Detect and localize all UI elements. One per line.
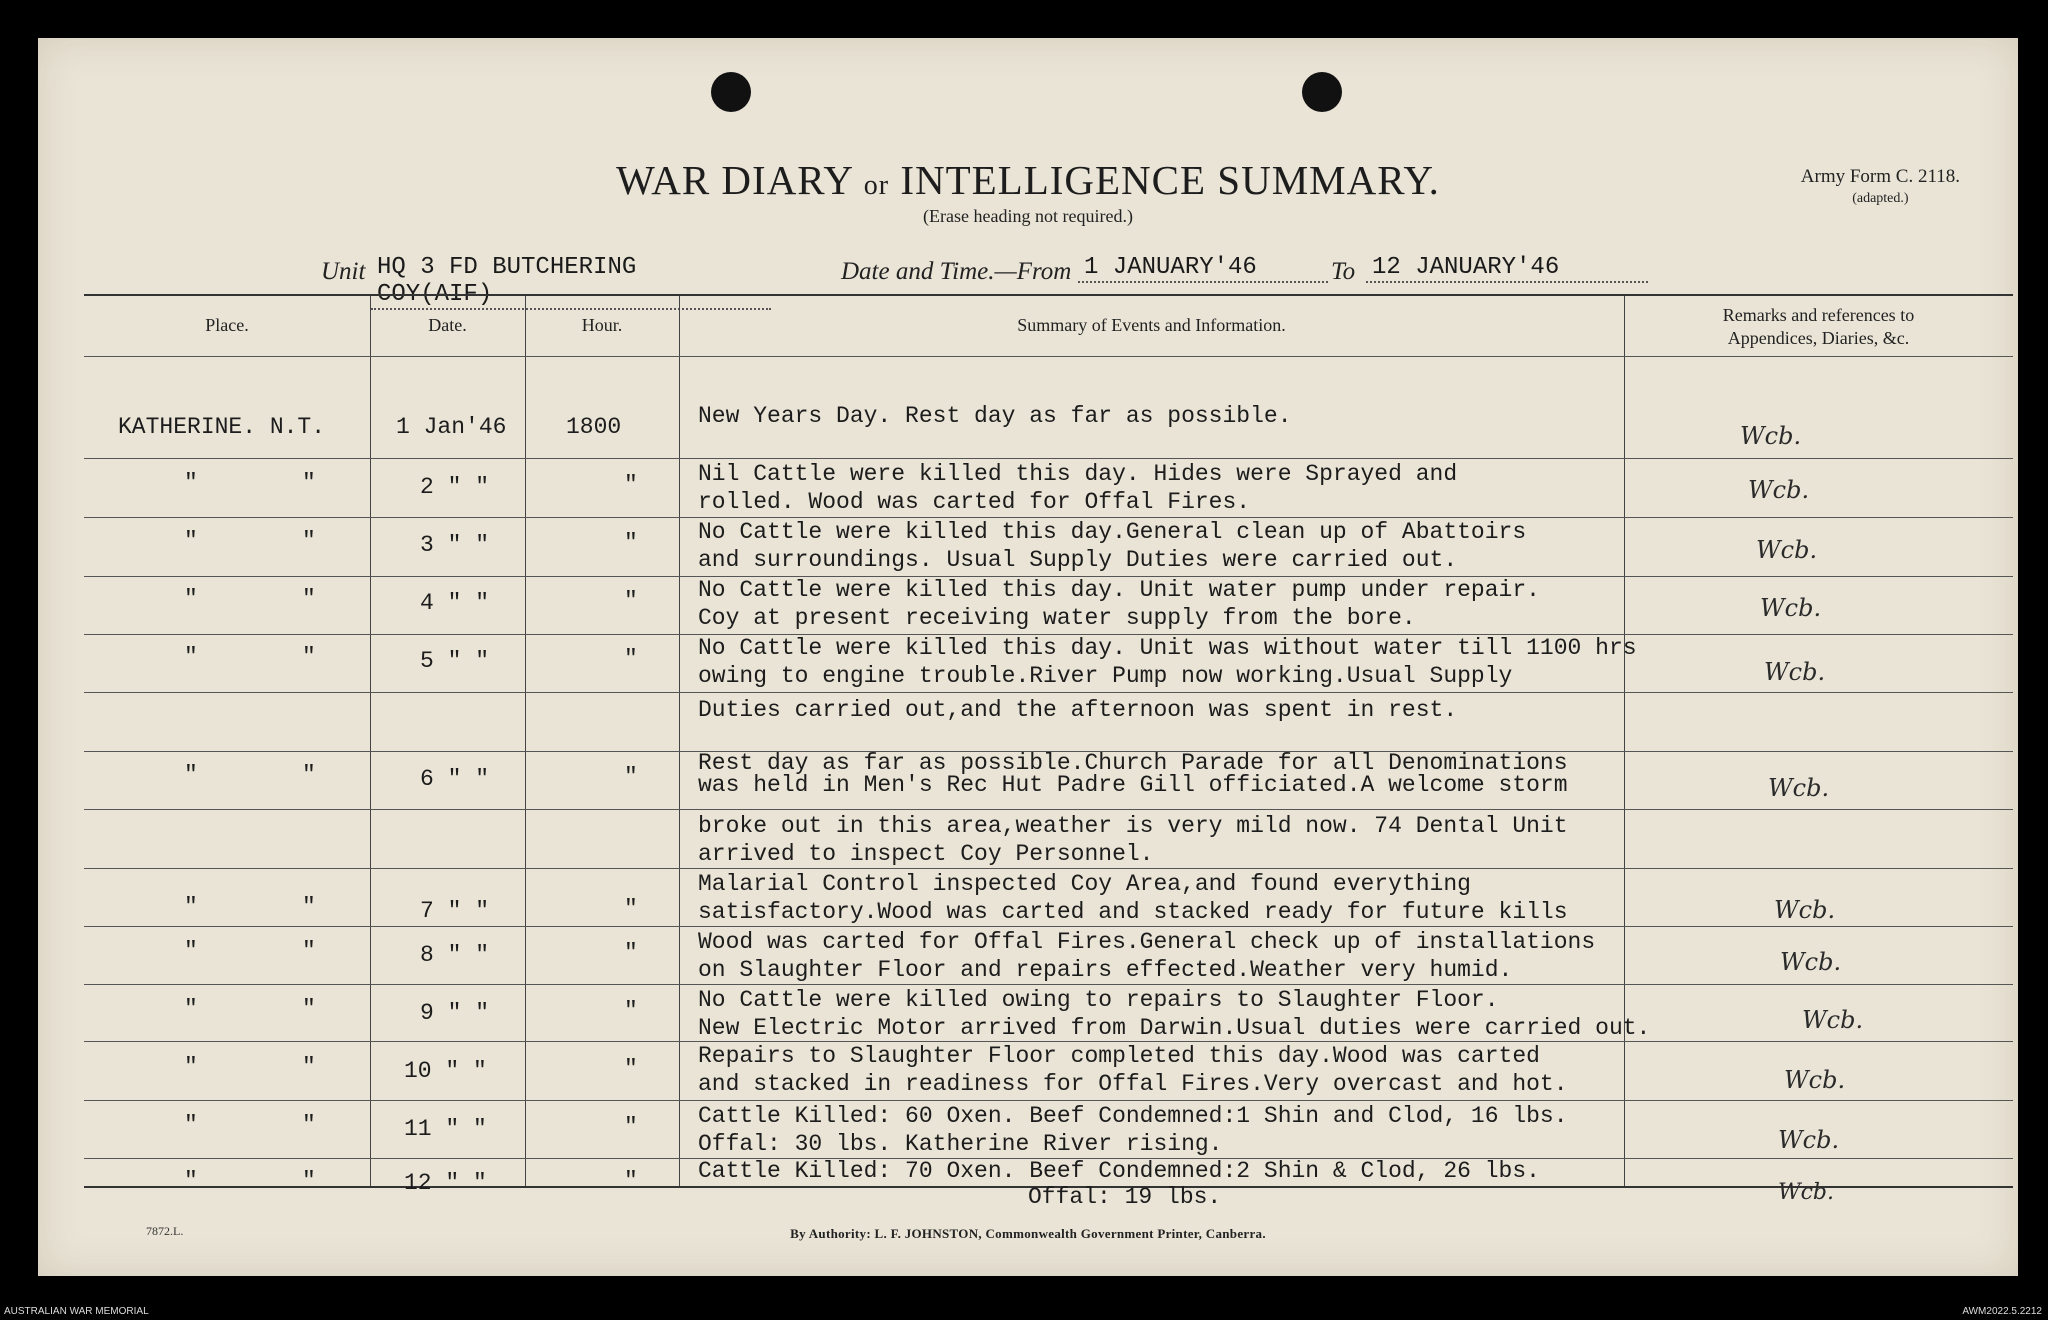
entry-hour: " xyxy=(624,530,638,556)
summary-line: on Slaughter Floor and repairs effected.Weather very humid. xyxy=(698,957,1513,983)
entry-summary xyxy=(698,870,1568,926)
entry-initials: Wcb. xyxy=(1760,594,1822,622)
entry-summary xyxy=(698,1102,1568,1158)
archive-reference: AWM2022.5.2212 xyxy=(1962,1306,2042,1317)
summary-line: Coy at present receiving water supply from the bore. xyxy=(698,605,1416,631)
diary-table xyxy=(84,294,2013,1210)
column-divider xyxy=(679,296,680,1186)
punch-hole xyxy=(1302,72,1342,112)
entry-initials: Wcb. xyxy=(1780,948,1842,976)
column-divider xyxy=(1624,296,1625,1186)
entry-hour: " xyxy=(624,896,638,922)
unit-label: Unit xyxy=(321,258,366,285)
summary-line: New Years Day. Rest day as far as possible. xyxy=(698,403,1292,429)
entry-place-ditto: " xyxy=(184,894,198,920)
column-divider xyxy=(525,296,526,1186)
summary-line: rolled. Wood was carted for Offal Fires. xyxy=(698,489,1251,515)
entry-place-ditto: " xyxy=(302,470,316,496)
column-header-hour: Hour. xyxy=(581,315,623,335)
entry-hour: " xyxy=(624,472,638,498)
entry-summary xyxy=(698,634,1637,724)
entry-summary xyxy=(698,1042,1568,1098)
entry-date: 8 " " xyxy=(420,942,490,968)
column-divider xyxy=(370,296,371,1186)
entry-initials: Wcb. xyxy=(1778,1180,1835,1205)
from-value: 1 JANUARY'46 xyxy=(1078,254,1328,283)
entry-initials: Wcb. xyxy=(1784,1066,1846,1094)
summary-line: No Cattle were killed this day. Unit water pump under repair. xyxy=(698,577,1540,603)
title-part: WAR DIARY xyxy=(616,157,853,203)
entry-place-ditto: " xyxy=(302,586,316,612)
summary-line: Cattle Killed: 60 Oxen. Beef Condemned:1 Shin and Clod, 16 lbs. xyxy=(698,1103,1568,1129)
entry-place: KATHERINE. N.T. xyxy=(118,414,326,440)
entry-date: 10 " " xyxy=(404,1058,487,1084)
entry-place-ditto: " xyxy=(184,938,198,964)
summary-line: Repairs to Slaughter Floor completed this day.Wood was carted xyxy=(698,1043,1540,1069)
entry-place-ditto: " xyxy=(302,528,316,554)
archive-name: AUSTRALIAN WAR MEMORIAL xyxy=(4,1306,149,1317)
entry-hour: 1800 xyxy=(566,414,622,440)
remarks-header-line: Appendices, Diaries, &c. xyxy=(1727,328,1910,348)
title-or: or xyxy=(863,170,890,201)
summary-line: satisfactory.Wood was carted and stacked ready for future kills xyxy=(698,899,1568,925)
entry-place-ditto: " xyxy=(184,1112,198,1138)
column-header-summary: Summary of Events and Information. xyxy=(1017,315,1286,335)
entry-place-ditto: " xyxy=(302,1112,316,1138)
archive-bar xyxy=(0,1306,2048,1320)
entry-summary xyxy=(698,752,1568,868)
entry-date: 9 " " xyxy=(420,1000,490,1026)
entry-date: 4 " " xyxy=(420,590,490,616)
entry-summary xyxy=(698,460,1457,516)
summary-line: Duties carried out,and the afternoon was spent in rest. xyxy=(698,697,1458,723)
entry-place-ditto: " xyxy=(184,1168,198,1194)
entry-date: 7 " " xyxy=(420,898,490,924)
entry-date: 12 " " xyxy=(404,1170,487,1196)
entry-initials: Wcb. xyxy=(1768,774,1830,802)
entry-initials: Wcb. xyxy=(1740,422,1802,450)
entry-initials: Wcb. xyxy=(1802,1006,1864,1034)
entry-place-ditto: " xyxy=(302,894,316,920)
diary-page xyxy=(38,38,2018,1276)
entry-place-ditto: " xyxy=(302,644,316,670)
entry-place-ditto: " xyxy=(302,762,316,788)
summary-line: was held in Men's Rec Hut Padre Gill officiated.A welcome storm xyxy=(698,772,1568,798)
entry-hour: " xyxy=(624,940,638,966)
form-code: 7872.L. xyxy=(146,1224,184,1238)
row-divider xyxy=(84,1100,2013,1101)
entry-initials: Wcb. xyxy=(1764,658,1826,686)
entry-hour: " xyxy=(624,1168,638,1194)
summary-line: Offal: 30 lbs. Katherine River rising. xyxy=(698,1131,1223,1157)
entry-place-ditto: " xyxy=(184,470,198,496)
entry-summary xyxy=(698,576,1540,632)
entry-hour: " xyxy=(624,764,638,790)
column-header-date: Date. xyxy=(428,315,467,335)
entry-initials: Wcb. xyxy=(1774,896,1836,924)
summary-line: No Cattle were killed this day.General clean up of Abattoirs xyxy=(698,519,1527,545)
entry-summary xyxy=(698,402,1292,430)
row-divider xyxy=(84,868,2013,869)
title-part: INTELLIGENCE SUMMARY. xyxy=(900,157,1440,203)
entry-place-ditto: " xyxy=(302,996,316,1022)
unit-value: HQ 3 FD BUTCHERING COY(AIF) xyxy=(371,254,771,310)
entry-hour: " xyxy=(624,1056,638,1082)
entry-date: 5 " " xyxy=(420,648,490,674)
summary-line: Rest day as far as possible.Church Parade for all Denominations xyxy=(698,750,1568,776)
page-title xyxy=(38,156,2018,204)
summary-line: broke out in this area,weather is very mild now. 74 Dental Unit xyxy=(698,813,1568,839)
summary-line: arrived to inspect Coy Personnel. xyxy=(698,841,1154,867)
entry-initials: Wcb. xyxy=(1756,536,1818,564)
entry-hour: " xyxy=(624,646,638,672)
row-divider xyxy=(84,984,2013,985)
summary-line: and stacked in readiness for Offal Fires.Very overcast and hot. xyxy=(698,1071,1568,1097)
summary-line: Malarial Control inspected Coy Area,and found everything xyxy=(698,871,1471,897)
date-label: Date and Time.—From xyxy=(841,258,1072,285)
army-form-number: Army Form C. 2118. xyxy=(1800,166,1960,187)
entry-place-ditto: " xyxy=(184,586,198,612)
entry-initials: Wcb. xyxy=(1778,1126,1840,1154)
summary-line: No Cattle were killed this day. Unit was without water till 1100 hrs xyxy=(698,635,1637,661)
remarks-header-line: Remarks and references to xyxy=(1722,305,1915,325)
entry-summary xyxy=(698,928,1595,984)
entry-summary xyxy=(698,1158,1540,1210)
entry-place-ditto: " xyxy=(184,1054,198,1080)
summary-line: No Cattle were killed owing to repairs to Slaughter Floor. xyxy=(698,987,1499,1013)
entry-initials: Wcb. xyxy=(1748,476,1810,504)
entry-hour: " xyxy=(624,1114,638,1140)
entry-summary xyxy=(698,986,1650,1042)
entry-date: 1 Jan'46 xyxy=(396,414,507,440)
entry-place-ditto: " xyxy=(302,1168,316,1194)
entry-date: 11 " " xyxy=(404,1116,487,1142)
summary-line: Nil Cattle were killed this day. Hides were Sprayed and xyxy=(698,461,1458,487)
summary-line: Wood was carted for Offal Fires.General check up of installations xyxy=(698,929,1596,955)
column-header-place: Place. xyxy=(205,315,249,335)
summary-line: Offal: 19 lbs. xyxy=(1028,1184,1222,1210)
entry-place-ditto: " xyxy=(184,528,198,554)
row-divider xyxy=(84,458,2013,459)
entry-place-ditto: " xyxy=(184,996,198,1022)
punch-hole xyxy=(711,72,751,112)
entry-hour: " xyxy=(624,588,638,614)
to-label: To xyxy=(1331,258,1356,285)
entry-place-ditto: " xyxy=(184,644,198,670)
army-form-note: (adapted.) xyxy=(1852,191,1909,206)
column-header-remarks xyxy=(1624,304,2013,350)
printer-authority: By Authority: L. F. JOHNSTON, Commonwealth Government Printer, Canberra. xyxy=(790,1226,1266,1241)
row-divider xyxy=(84,926,2013,927)
entry-date: 6 " " xyxy=(420,766,490,792)
unit-line xyxy=(321,254,1721,308)
to-value: 12 JANUARY'46 xyxy=(1366,254,1648,283)
summary-line: owing to engine trouble.River Pump now working.Usual Supply xyxy=(698,663,1513,689)
entry-place-ditto: " xyxy=(302,938,316,964)
entry-place-ditto: " xyxy=(302,1054,316,1080)
row-divider xyxy=(84,356,2013,357)
entry-summary xyxy=(698,518,1526,574)
entry-hour: " xyxy=(624,998,638,1024)
subtitle: (Erase heading not required.) xyxy=(923,206,1133,226)
summary-line: Cattle Killed: 70 Oxen. Beef Condemned:2 Shin & Clod, 26 lbs. xyxy=(698,1158,1540,1184)
army-form-label xyxy=(1801,166,1960,210)
entry-date: 3 " " xyxy=(420,532,490,558)
entry-place-ditto: " xyxy=(184,762,198,788)
summary-line: New Electric Motor arrived from Darwin.Usual duties were carried out. xyxy=(698,1015,1651,1041)
summary-line: and surroundings. Usual Supply Duties were carried out. xyxy=(698,547,1458,573)
entry-date: 2 " " xyxy=(420,474,490,500)
